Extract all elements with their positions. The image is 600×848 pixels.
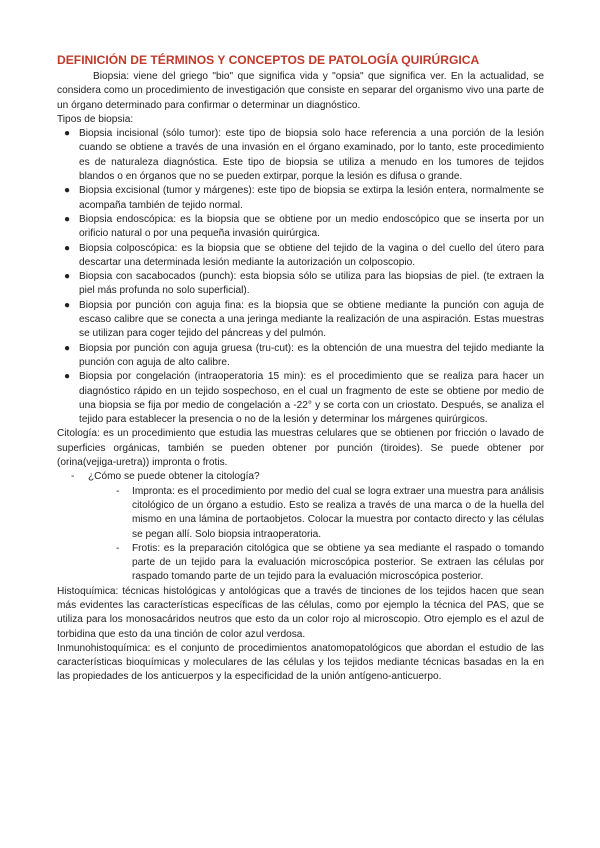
list-item xyxy=(57,470,544,484)
bullet-icon: ● xyxy=(64,371,71,383)
bullet-icon: ● xyxy=(64,271,71,283)
list-item-text: Biopsia con sacabocados (punch): esta biopsia sólo se utiliza para las biopsias de piel. (te extraen la piel más profunda no solo superficial). xyxy=(79,271,544,297)
tipos-heading: Tipos de biopsia: xyxy=(57,113,134,125)
dash-icon: - xyxy=(116,485,120,497)
document-page xyxy=(57,52,544,685)
list-item-text: Biopsia endoscópica: es la biopsia que se obtiene por un medio endoscópico que se inserta por un orificio natural o por una pequeña invasión quirúrgica. xyxy=(79,213,544,240)
histoquimica-definition: Histoquímica: técnicas histológicas y antológicas que a través de tinciones de los tejidos hacen que sean más evidentes las características específicas de las células, como por ejemplo la técnica del PAS, que se utiliza para los monosacáridos neutros que esto da un color rojo al microscopio. Otro ejemplo es el azul de torbidina que esto da una tinción de color azul verdosa. xyxy=(57,585,544,640)
list-item-text: Biopsia excisional (tumor y márgenes): este tipo de biopsia se extirpa la lesión entera, normalmente se acompaña también de tejido normal. xyxy=(79,185,544,211)
biopsia-definition: Biopsia: viene del griego "bio" que significa vida y "opsia" que significa ver. En la actualidad, se considera como un procedimiento de investigación que consiste en separar del organismo vivo una parte de un órgano determinado para confirmar o determinar un diagnóstico. xyxy=(57,71,544,111)
citologia-definition: Citología: es un procedimiento que estudia las muestras celulares que se obtienen por fricción o lavado de superficies orgánicas, también se pueden obtener por punción (tiroides). Se puede obtener por (orina(vejiga-uretra)) impronta o frotis. xyxy=(57,428,544,469)
bullet-icon: ● xyxy=(64,242,71,254)
bullet-icon: ● xyxy=(64,342,71,354)
bullet-icon: ● xyxy=(64,213,71,225)
citologia-methods-list xyxy=(57,485,544,585)
list-item xyxy=(57,270,544,299)
list-item-text: Frotis: es la preparación citológica que se obtiene ya sea mediante el raspado o tomando parte de un tejido para la evaluación microscópica posterior. Se extraen las células por raspado tomando parte de un tejido para la evaluación microscópica posterior. xyxy=(132,542,544,583)
list-item-text: Biopsia por punción con aguja fina: es la biopsia que se obtiene mediante la punción con aguja de escaso calibre que se conecta a una jeringa mediante la realización de una aspiración. Estas muestras se utilizan para coger tejido del páncreas y del pulmón. xyxy=(79,299,544,340)
list-item xyxy=(57,370,544,427)
list-item xyxy=(57,342,544,371)
bullet-icon: ● xyxy=(64,299,71,311)
list-item-text: Impronta: es el procedimiento por medio del cual se logra extraer una muestra para análisis citológico de un órgano a estudio. Esto se realiza a través de una marca o de la huella del mismo en una lámina de portaobjetos. Colocar la muestra por contacto directo y las células se pegan allí. Solo biopsia intraoperatoria. xyxy=(132,485,544,540)
inmunohistoquimica-definition: Inmunohistoquímica: es el conjunto de procedimientos anatomopatológicos que abordan el estudio de las características bioquímicas y moleculares de las células y los tejidos mediante técnicas basadas en la en las propiedades de los anticuerpos y la especificidad de la unión antígeno-anticuerpo. xyxy=(57,642,544,683)
dash-icon: - xyxy=(71,471,75,483)
citologia-question: ¿Cómo se puede obtener la citología? xyxy=(88,471,260,483)
list-item xyxy=(57,542,544,585)
dash-icon: - xyxy=(116,542,120,554)
list-item xyxy=(57,485,544,542)
list-item-text: Biopsia por congelación (intraoperatoria 15 min): es el procedimiento que se realiza para hacer un diagnóstico rápido en un tejido sospechoso, en el cual un fragmento de este se obtiene por medio de una biopsia se fija por medio de congelación a -22° y se corta con un criostato. Después, se analiza el tejido para establecer la presencia o no de la lesión y determinar los márgenes quirúrgicos. xyxy=(79,371,544,426)
bullet-icon: ● xyxy=(64,185,71,197)
bullet-icon: ● xyxy=(64,128,71,140)
list-item xyxy=(57,242,544,271)
page-title: DEFINICIÓN DE TÉRMINOS Y CONCEPTOS DE PATOLOGÍA QUIRÚRGICA xyxy=(57,53,480,67)
list-item-text: Biopsia incisional (sólo tumor): este tipo de biopsia solo hace referencia a una porción de la lesión cuando se obtiene a través de una invasión en el órgano examinado, por lo tanto, este procedimiento es de naturaleza diagnóstica. Este tipo de biopsia se utiliza a menudo en los tumores de tejidos blandos o en órganos que no se pueden extirpar, porque la lesión es difusa o grande. xyxy=(79,128,544,183)
list-item-text: Biopsia colposcópica: es la biopsia que se obtiene del tejido de la vagina o del cuello del útero para descartar una determinada lesión mediante la autorización un colposcopio. xyxy=(79,242,544,268)
list-item xyxy=(57,127,544,184)
citologia-question-list xyxy=(57,470,544,484)
list-item xyxy=(57,184,544,213)
list-item xyxy=(57,299,544,342)
list-item xyxy=(57,213,544,242)
biopsy-types-list xyxy=(57,127,544,427)
list-item-text: Biopsia por punción con aguja gruesa (tru-cut): es la obtención de una muestra del tejido mediante la punción con aguja de alto calibre. xyxy=(79,342,544,368)
